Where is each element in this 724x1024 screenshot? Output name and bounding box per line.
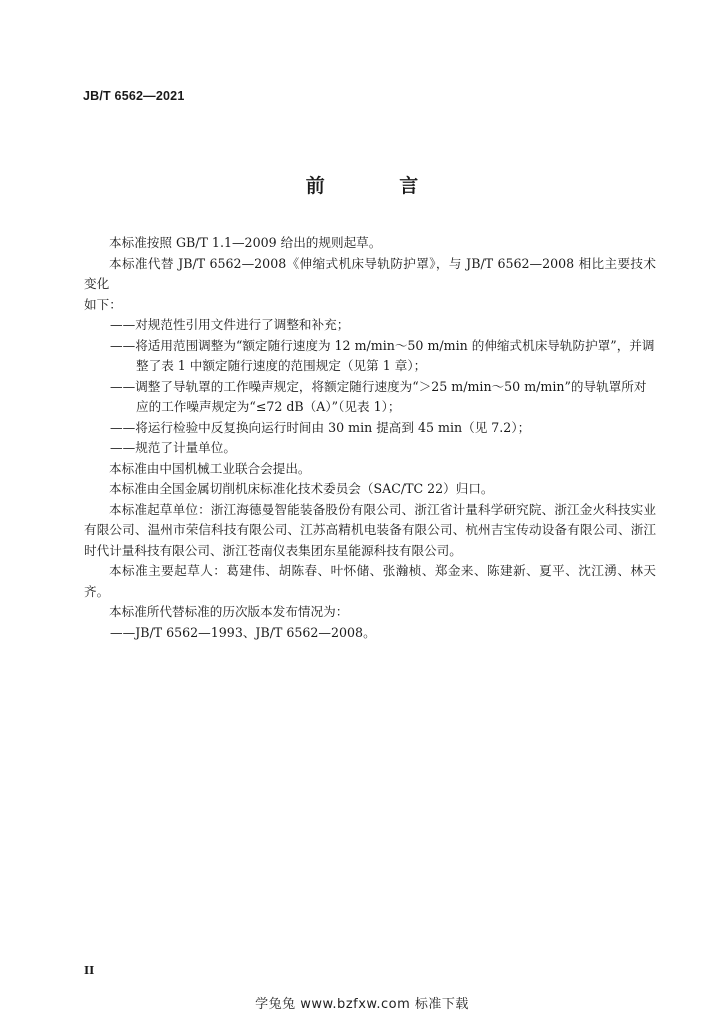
paragraph-history-intro: 本标准所代替标准的历次版本发布情况为：	[109, 604, 349, 619]
paragraph-drafters: 本标准主要起草人：葛建伟、胡陈春、叶怀储、张瀚桢、郑金来、陈建新、夏平、沈江湧、林天齐。	[84, 563, 656, 599]
history-item: ——JB/T 6562—1993、JB/T 6562—2008。	[110, 624, 376, 640]
paragraph-proposer: 本标准由中国机械工业联合会提出。	[109, 460, 311, 476]
change-item: ——对规范性引用文件进行了调整和补充；	[110, 317, 350, 332]
change-item: ——将运行检验中反复换向运行时间由 30 min 提高到 45 min（见 7.2）；	[110, 419, 531, 435]
change-item: ——将适用范围调整为“额定随行速度为 12 m/min～50 m/min 的伸缩式机床导轨防护罩”，并调整了表 1 中额定随行速度的范围规定（见第 1 章）；	[110, 337, 655, 373]
page-title: 前 言	[305, 175, 453, 197]
paragraph-drafting-rules: 本标准按照 GB/T 1.1—2009 给出的规则起草。	[109, 235, 382, 250]
standard-code: JB/T 6562—2021	[83, 89, 185, 103]
change-item: ——规范了计量单位。	[110, 440, 236, 455]
paragraph-replacement: 本标准代替 JB/T 6562—2008《伸缩式机床导轨防护罩》，与 JB/T 6562—2008 相比主要技术变化	[84, 255, 656, 291]
paragraph-drafting-units: 本标准起草单位：浙江海德曼智能装备股份有限公司、浙江省计量科学研究院、浙江金火科技实业有限公司、温州市荣信科技有限公司、江苏高精机电装备有限公司、杭州吉宝传动设备有限公司、浙江时代计量科技有限公司、浙江苍南仪表集团东星能源科技有限公司。	[84, 501, 656, 558]
foreword-body	[84, 233, 656, 643]
download-footer: 学兔兔 www.bzfxw.com 标准下载	[255, 997, 469, 1012]
paragraph-committee: 本标准由全国金属切削机床标准化技术委员会（SAC/TC 22）归口。	[109, 481, 494, 496]
paragraph-replacement-cont: 如下：	[84, 296, 122, 312]
page-number: II	[84, 964, 95, 977]
change-item: ——调整了导轨罩的工作噪声规定，将额定随行速度为“＞25 m/min～50 m/min”的导轨罩所对应的工作噪声规定为“≤72 dB（A）”（见表 1）；	[110, 378, 647, 414]
